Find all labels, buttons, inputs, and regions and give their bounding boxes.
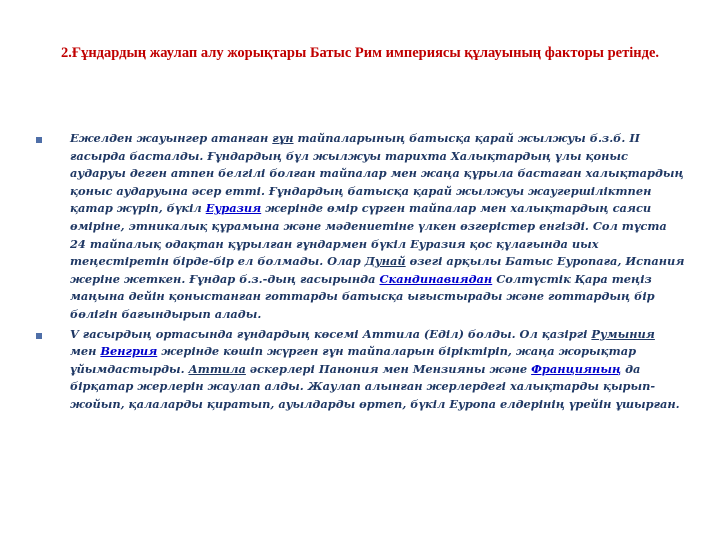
link-romania[interactable]: Румыния — [591, 326, 655, 341]
link-hungary[interactable]: Венгрия — [100, 344, 158, 359]
text-segment: өзегі арқылы Батыс Еуропаға, Испания жеріне жеткен. Ғұндар б.з.-дың ғасырында — [70, 254, 685, 286]
text-segment: жерінде көшіп жүрген ғұн тайпаларын біріктіріп, жаңа жорықтар ұйымдастырды. — [70, 344, 637, 376]
link-danube[interactable]: Дунай — [364, 254, 406, 269]
bullet-item — [36, 326, 686, 414]
link-france[interactable]: Францияның — [531, 361, 622, 376]
text-segment: Солтүстік Қара теңіз маңына дейін қоныстанған готтарды батысқа ығыстырады және готтардың бір бөлігін бағындырып алады. — [70, 271, 655, 321]
text-segment: тайпаларының батысқа қарай жылжуы б.з.б. II ғасырда басталды. Ғұндардың бұл жылжуы тарихта Халықтардың ұлы қоныс аударуы деген атпен белгілі болған тайпалар мен жаңа құрыла бастаған халықтардың қоныс аударуына әсер етті. Ғұндардың батысқа қарай жылжуы жаугершіліктпен қатар жүріп, бүкіл — [70, 131, 684, 216]
text-segment: әскерлері Панония мен Мензияны және — [245, 361, 532, 376]
link-scandinavia[interactable]: Скандинавиядан — [379, 271, 493, 286]
bullet-list — [36, 130, 686, 414]
text-segment: V ғасырдың ортасында ғұндардың көсемі Аттила (Еділ) болды. Ол қазіргі — [70, 326, 592, 341]
slide-title: 2.Ғұндардың жаулап алу жорықтары Батыс Рим империясы құлауының факторы ретінде. — [60, 45, 660, 61]
square-bullet-icon — [36, 333, 42, 339]
link-eurasia[interactable]: Еуразия — [205, 201, 262, 216]
square-bullet-icon — [36, 137, 42, 143]
bullet-paragraph — [70, 130, 686, 324]
link-attila[interactable]: Аттила — [188, 361, 246, 376]
text-segment: мен — [70, 326, 663, 359]
text-segment: жерінде өмір сүрген тайпалар мен халықтардың саяси өміріне, этникалық құрамына және мәдениетіне үлкен өзгерістер енгізді. Сол тұста 24 тайпалық одақтан құрылған ғұндармен бүкіл Еуразия қос құлағында иых теңестіретін бірде-бір ел болмады. Олар — [70, 201, 667, 269]
bullet-paragraph — [70, 326, 686, 414]
bullet-item — [36, 130, 686, 324]
link-hun[interactable]: ғұн — [272, 131, 294, 145]
text-segment: Ежелден жауынгер атанған — [70, 131, 273, 145]
text-segment: да бірқатар жерлерін жаулап алды. Жаулап алынған жерлердегі халықтарды қырып-жойып, қалаларды қиратып, ауылдарды өртеп, бүкіл Еуропа елдерінің үрейін ұшырған. — [70, 361, 680, 411]
